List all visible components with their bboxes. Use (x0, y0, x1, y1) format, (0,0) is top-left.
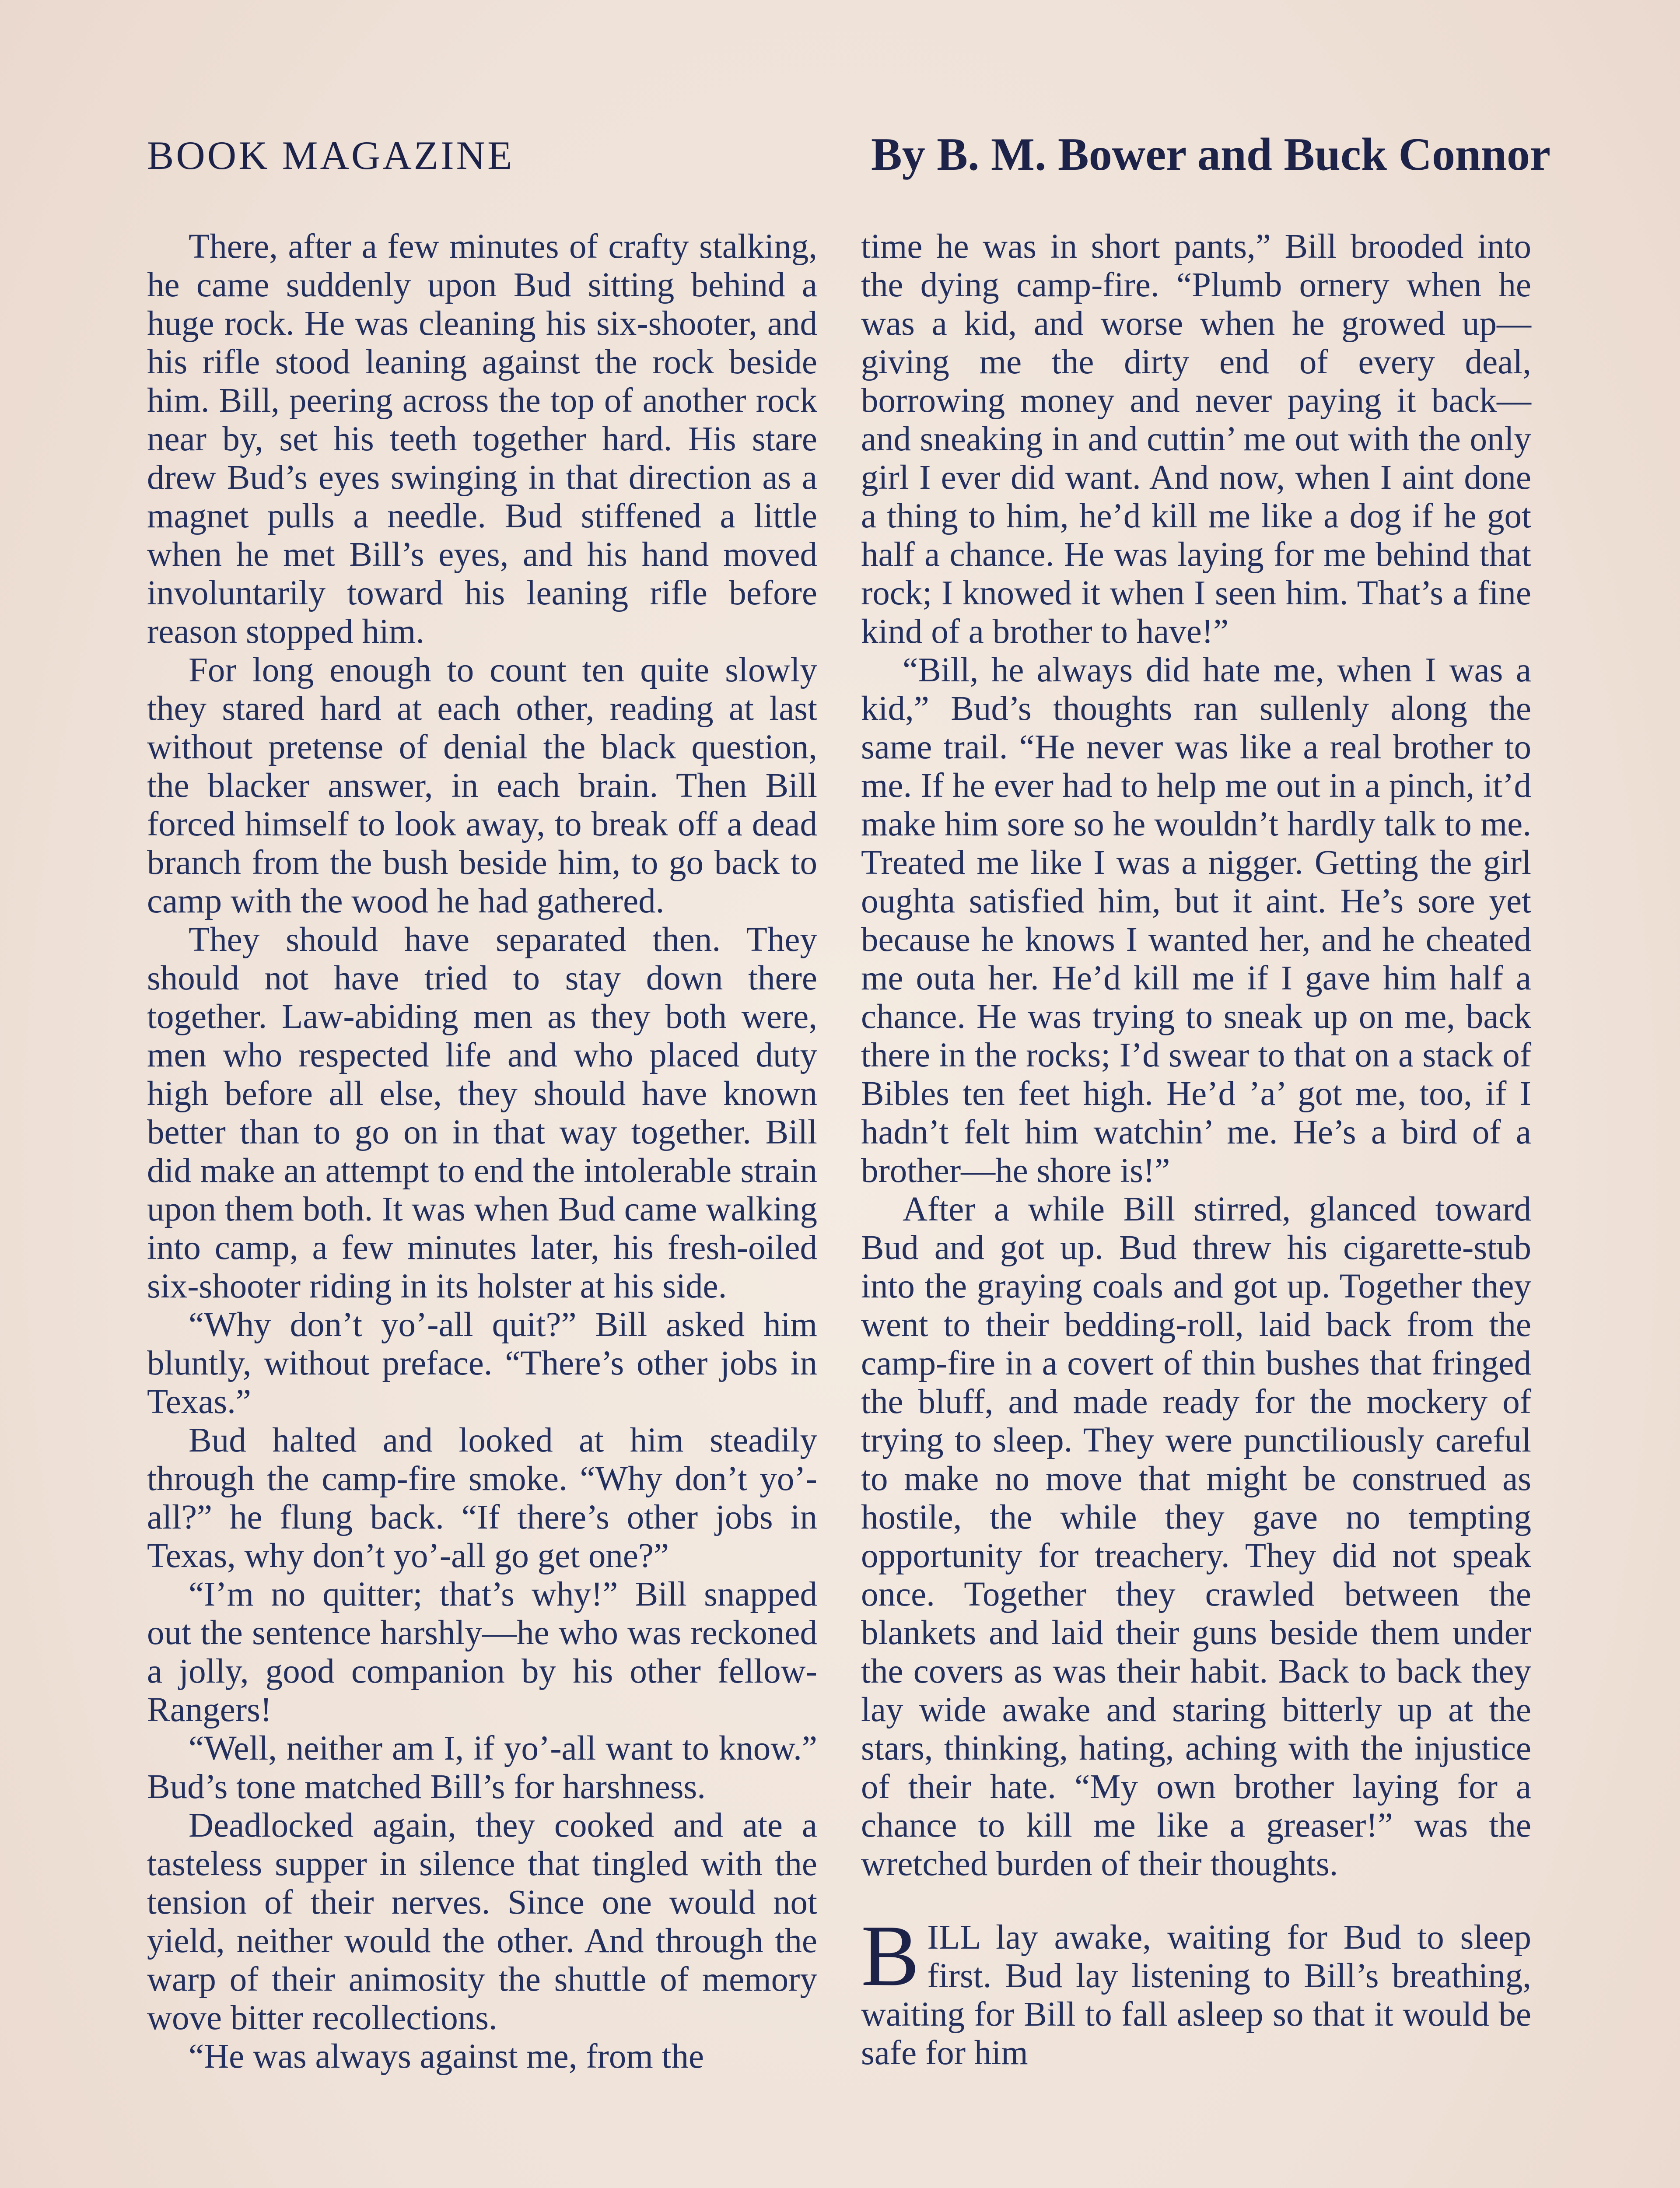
paragraph: After a while Bill stirred, glanced toward Bud and got up. Bud threw his cigarette-stub into the graying coals and got up. Together they went to their bedding-roll, laid back from the camp-fire in a covert of thin bushes that fringed the bluff, and made ready for the mockery of trying to sleep. They were punctiliously careful to make no move that might be construed as hostile, the while they gave no tempting opportunity for treachery. They did not speak once. Together they crawled between the blankets and laid their guns beside them under the covers as was their habit. Back to back they lay wide awake and staring bitterly up at the stars, thinking, hating, aching with the injustice of their hate. “My own brother laying for a chance to kill me like a greaser!” was the wretched burden of their thoughts. (861, 1190, 1531, 1883)
magazine-title: BOOK MAGAZINE (147, 133, 514, 178)
running-header (147, 128, 1550, 193)
text-column-right (861, 228, 1531, 2188)
paragraph: “Well, neither am I, if yo’-all want to know.” Bud’s tone matched Bill’s for harshness. (147, 1729, 817, 1806)
paragraph: There, after a few minutes of crafty stalking, he came suddenly upon Bud sitting behind a huge rock. He was cleaning his six-shooter, and his rifle stood leaning against the rock beside him. Bill, peering across the top of another rock near by, set his teeth together hard. His stare drew Bud’s eyes swinging in that direction as a magnet pulls a needle. Bud stiffened a little when he met Bill’s eyes, and his hand moved involuntarily toward his leaning rifle before reason stopped him. (147, 228, 817, 651)
paragraph: “He was always against me, from the (189, 2037, 704, 2076)
drop-cap: B (861, 1907, 920, 2004)
paragraph-continuation: time he was in short pants,” Bill brooded into the dying camp-fire. “Plumb ornery when he was a kid, and worse when he growed up—giving me the dirty end of every deal, borrowing money and never paying it back—and sneaking in and cuttin’ me out with the only girl I ever did want. And now, when I aint done a thing to him, he’d kill me like a dog if he got half a chance. He was laying for me behind that rock; I knowed it when I seen him. That’s a fine kind of a brother to have!” (861, 228, 1531, 651)
paragraph: “I’m no quitter; that’s why!” Bill snapped out the sentence harshly—he who was reckoned a jolly, good companion by his other fellow-Rangers! (147, 1575, 817, 1729)
paragraph: Deadlocked again, they cooked and ate a tasteless supper in silence that tingled with the tension of their nerves. Since one would not yield, neither would the other. And through the warp of their animosity the shuttle of memory wove bitter recollections. (147, 1806, 817, 2037)
text-column-left (147, 228, 817, 2188)
paragraph: For long enough to count ten quite slowly they stared hard at each other, reading at last without pretense of denial the black question, the blacker answer, in each brain. Then Bill forced himself to look away, to break off a dead branch from the bush beside him, to go back to camp with the wood he had gathered. (147, 651, 817, 920)
section-opening-paragraph (861, 1907, 1531, 2072)
paragraph: Bud halted and looked at him steadily through the camp-fire smoke. “Why don’t yo’-all?” he flung back. “If there’s other jobs in Texas, why don’t yo’-all go get one?” (147, 1421, 817, 1575)
byline: By B. M. Bower and Buck Connor (871, 129, 1550, 180)
section-opening-text: ILL lay awake, waiting for Bud to sleep first. Bud lay listening to Bill’s breathing, waiting for Bill to fall asleep so that it would be safe for him (861, 1918, 1531, 2072)
paragraph: “Bill, he always did hate me, when I was a kid,” Bud’s thoughts ran sullenly along the same trail. “He never was like a real brother to me. If he ever had to help me out in a pinch, it’d make him sore so he wouldn’t hardly talk to me. Treated me like I was a nigger. Getting the girl oughta satisfied him, but it aint. He’s sore yet because he knows I wanted her, and he cheated me outa her. He’d kill me if I gave him half a chance. He was trying to sneak up on me, back there in the rocks; I’d swear to that on a stack of Bibles ten feet high. He’d ’a’ got me, too, if I hadn’t felt him watchin’ me. He’s a bird of a brother—he shore is!” (861, 651, 1531, 1190)
section-break (861, 1883, 1531, 1918)
paragraph: “Why don’t yo’-all quit?” Bill asked him bluntly, without preface. “There’s other jobs in Texas.” (147, 1306, 817, 1421)
paragraph: They should have separated then. They should not have tried to stay down there together. Law-abiding men as they both were, men who respected life and who placed duty high before all else, they should have known better than to go on in that way together. Bill did make an attempt to end the intolerable strain upon them both. It was when Bud came walking into camp, a few minutes later, his fresh-oiled six-shooter riding in its holster at his side. (147, 921, 817, 1305)
